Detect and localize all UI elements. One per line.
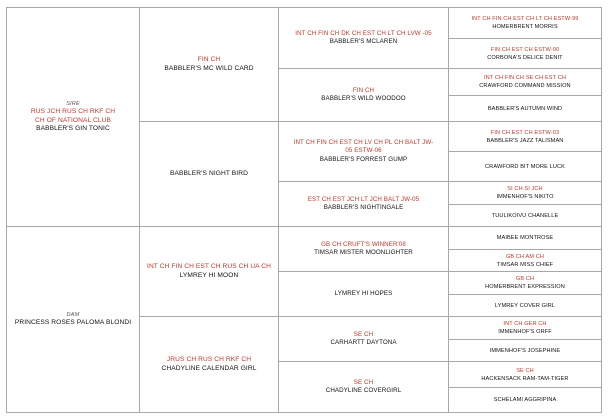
dog-name: SCHELAMI AGGRIPINA [493,397,557,403]
show-titles: INT CH FIN CH EST CH RUS CH UA CH [147,262,271,270]
dog-name: HOMERBRENT EXPRESSION [485,284,565,290]
dog-name: CRAWFORD COMMAND MISSION [479,83,571,89]
great-grandparent-cell [448,151,602,182]
grandparent-cell [278,121,449,182]
show-titles: SE CH [353,378,374,386]
great-grandparent-cell [448,68,602,96]
grandparent-cell [278,7,449,69]
dog-name: BABBLER'S NIGHT BIRD [170,169,248,177]
dog-name: BABBLER'S JAZZ TALISMAN [486,137,564,144]
dog-name: IMMENHOF'S JOSEPHINE [489,347,561,354]
show-titles: SI CH SI JCH [507,186,543,192]
show-titles: JRUS CH RUS CH RKF CH [166,355,252,363]
dog-name: LYMREY COVER GIRL [494,302,556,309]
great-grandparent-cell [448,339,602,362]
show-titles: GB CH CRUFT'S WINNER'08 [321,240,406,248]
dog-name: CHADYLINE COVERGIRL [325,387,402,394]
show-titles: CH OF NATIONAL CLUB [35,116,111,124]
grandparent-cell [278,271,449,317]
dog-name: IMMENHOF'S NIKITO [496,194,554,200]
dog-name: BABBLER'S AUTUMN WIND [487,105,563,112]
great-grandparent-cell [448,249,602,272]
great-grandparent-cell [448,7,602,39]
grandparent-cell [278,316,449,362]
dog-name: BABBLER'S FORREST GUMP [319,155,408,163]
show-titles: FIN CH EST CH ESTW-00 [490,46,560,53]
dog-name: HOMERBRENT MORRIS [492,24,558,30]
dog-name: BABBLER'S NIGHTINGALE [323,204,404,211]
parent-cell [139,226,279,317]
dog-name: BABBLER'S MCLAREN [329,38,398,45]
dog-name: MAIBEE MONTROSE [496,235,554,241]
show-titles: INT CH FIN CH DK CH EST CH LT CH LVW -05 [295,29,432,37]
grandparent-cell [278,181,449,227]
great-grandparent-cell [448,316,602,340]
show-titles: FIN CH EST CH ESTW-03 [490,129,560,136]
dog-name: CHADYLINE CALENDAR GIRL [161,364,257,372]
show-titles: INT CH GER CH [503,321,547,327]
great-grandparent-cell [448,387,602,413]
parent-cell [139,121,279,227]
great-grandparent-cell [448,121,602,152]
great-grandparent-cell [448,38,602,69]
dog-name: CORBONA'S DELICE DENIT [487,54,563,61]
grandparent-cell [278,226,449,272]
great-grandparent-cell [448,271,602,295]
role-label: SIRE [66,101,80,108]
parent-cell [139,316,279,413]
role-label: DAM [66,312,80,319]
great-grandparent-cell [448,204,602,227]
dog-name: HACKENSACK RAM-TAM-TIGER [481,375,569,382]
great-grandparent-cell [448,95,602,122]
show-titles: RUS JCH RUS CH RKF CH [30,108,116,116]
show-titles: SE CH [353,330,374,338]
dog-name: BABBLER'S MC WILD CARD [164,64,254,72]
show-titles: SE CH [516,367,534,374]
dam-cell [6,226,140,413]
great-grandparent-cell [448,181,602,205]
dog-name: LYMREY HI MOON [179,271,239,279]
grandparent-cell [278,361,449,413]
parent-cell [139,7,279,122]
dog-name: BABBLER'S WILD WOODOO [321,95,406,102]
great-grandparent-cell [448,361,602,388]
show-titles: FIN CH [352,86,375,94]
dog-name: BABBLER'S GIN TONIC [36,125,110,133]
dog-name: IMMENHOF'S ORFF [498,329,552,335]
dog-name: LYMREY HI HOPES [334,289,393,297]
show-titles: INT CH FIN CH EST CH LV CH PL CH BALT JW- [293,138,434,146]
grandparent-cell [278,68,449,122]
dog-name: PRINCESS ROSES PALOMA BLONDI [14,319,132,327]
dog-name: TUULIKOIVU CHANELLE [491,212,559,219]
show-titles: EST CH EST JCH LT JCH BALT JW-05 [307,195,420,203]
show-titles: GB CH [515,276,535,282]
show-titles: 05 ESTW-06 [345,147,382,155]
show-titles: INT CH FIN CH SE CH EST CH [484,75,566,81]
dog-name: TIMSAR MISTER MOONLIGHTER [314,249,413,256]
dog-name: TIMSAR MISS CHIEF [496,261,554,268]
show-titles: INT CH FIN CH EST CH LT CH ESTW-99 [471,16,579,22]
show-titles: GB CH AM CH [505,253,545,260]
dog-name: CARHARTT DAYTONA [330,339,397,346]
sire-cell [6,7,140,227]
show-titles: FIN CH [197,55,221,63]
great-grandparent-cell [448,226,602,250]
dog-name: CRAWFORD BIT MORE LUCK [485,163,565,170]
great-grandparent-cell [448,294,602,317]
